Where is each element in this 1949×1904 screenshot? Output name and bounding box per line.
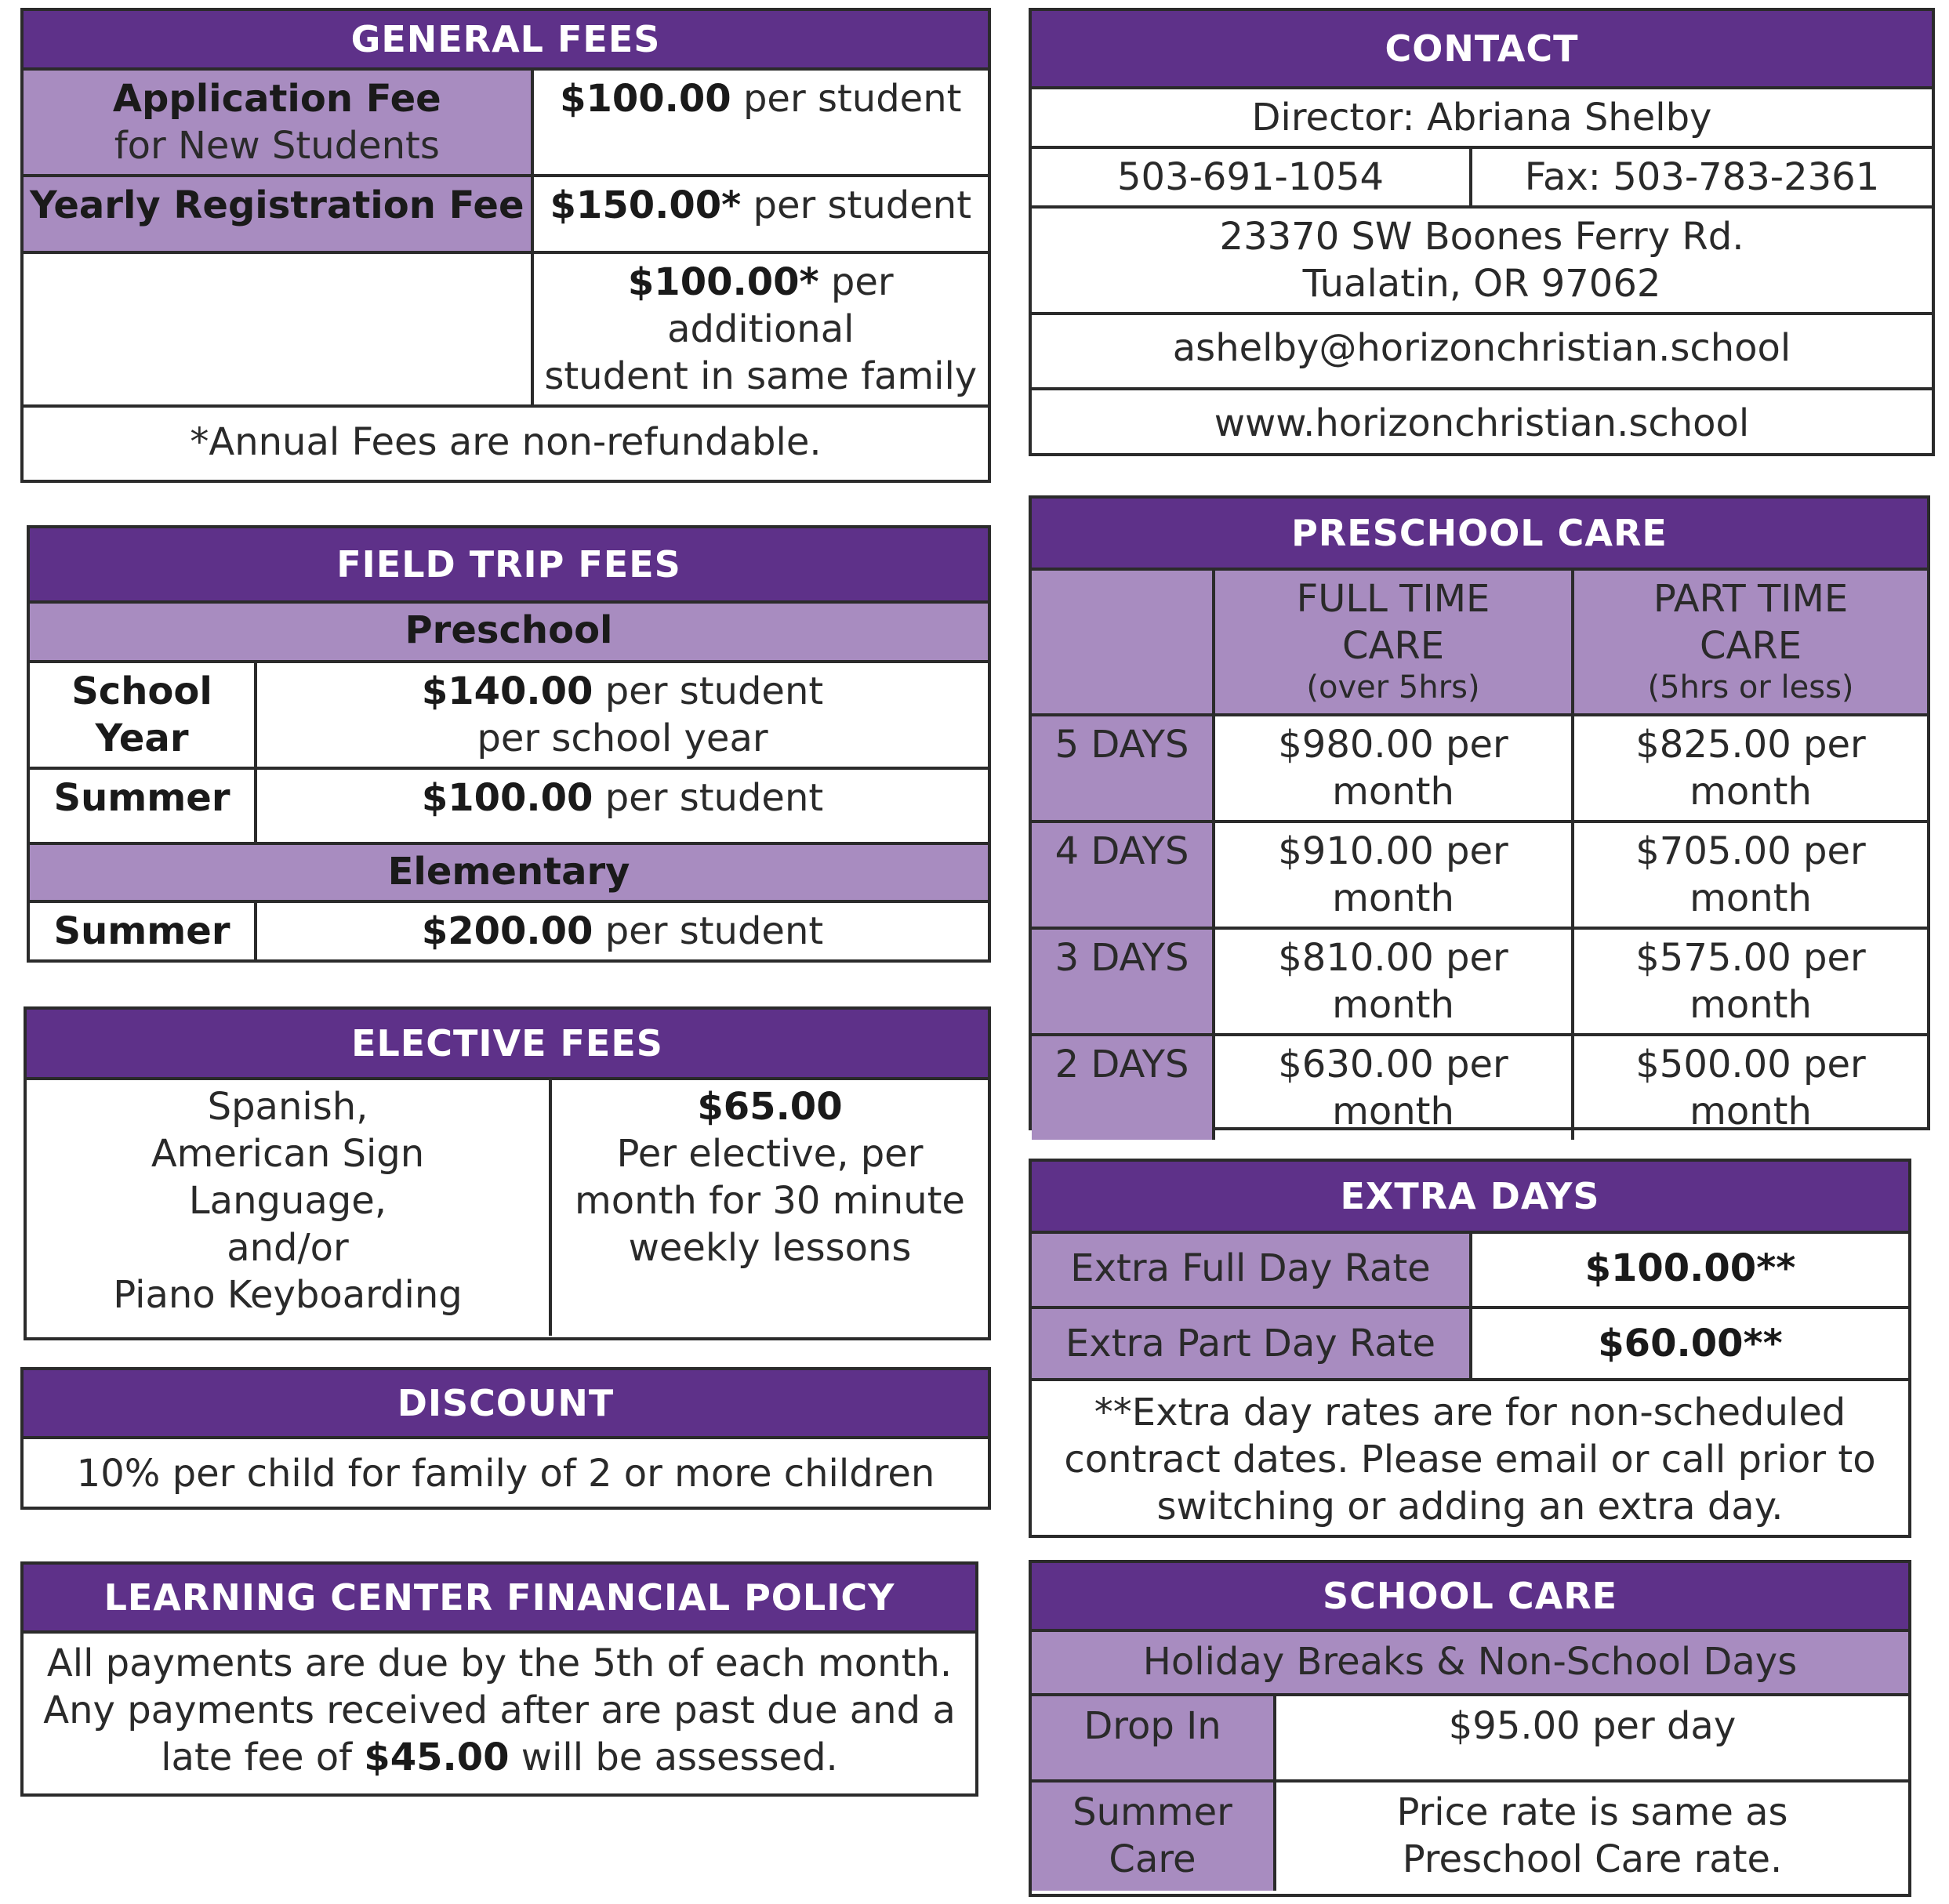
days-label: 3 DAYS — [1032, 928, 1214, 1035]
elementary-label: Elementary — [30, 843, 988, 901]
email-link[interactable]: ashelby@horizonchristian.school — [1032, 314, 1932, 389]
part-time-sub: (5hrs or less) — [1647, 669, 1854, 705]
summer-care-label-line1: Summer — [1072, 1790, 1232, 1834]
elective-amount: $65.00 — [697, 1085, 843, 1129]
empty-cell — [24, 252, 532, 406]
extra-full-day-label: Extra Full Day Rate — [1032, 1234, 1471, 1307]
elective-fees-box — [24, 1006, 991, 1340]
contact-title: CONTACT — [1032, 11, 1932, 89]
late-fee-amount: $45.00 — [364, 1735, 510, 1779]
preschool-summer-label: Summer — [30, 768, 256, 843]
school-year-amount: $140.00 — [421, 669, 593, 713]
preschool-summer-unit: per student — [593, 776, 824, 820]
rate-value: $630.00 per — [1278, 1043, 1508, 1086]
elective-subjects — [27, 1080, 550, 1336]
part-time-label2: CARE — [1699, 624, 1802, 668]
note-line: **Extra day rates are for non-scheduled — [1094, 1391, 1846, 1434]
additional-fee-amount: $100.00* — [627, 260, 819, 304]
financial-policy-box — [20, 1561, 978, 1797]
school-year-label — [30, 662, 256, 768]
summer-care-label-line2: Care — [1109, 1837, 1196, 1881]
elementary-summer-label: Summer — [30, 901, 256, 961]
general-fees-title: GENERAL FEES — [24, 11, 988, 71]
additional-fee-line2: additional — [667, 307, 855, 351]
contact-box — [1029, 8, 1935, 456]
subject-line: Piano Keyboarding — [113, 1273, 463, 1317]
rate-unit: month — [1332, 1090, 1454, 1133]
full-time-label2: CARE — [1341, 624, 1445, 668]
field-trip-box — [27, 525, 991, 963]
extra-part-day-label: Extra Part Day Rate — [1032, 1307, 1471, 1380]
part-time-rate — [1573, 821, 1927, 928]
subject-line: American Sign — [151, 1132, 425, 1176]
rate-value: $500.00 per — [1635, 1043, 1866, 1086]
rate-value: $705.00 per — [1635, 829, 1866, 873]
drop-in-label: Drop In — [1032, 1695, 1275, 1781]
policy-line3-pre: late fee of — [161, 1735, 365, 1779]
part-time-rate — [1573, 715, 1927, 821]
address — [1032, 207, 1932, 314]
registration-fee-label: Yearly Registration Fee — [24, 176, 532, 252]
rate-value: $910.00 per — [1278, 829, 1508, 873]
days-label: 2 DAYS — [1032, 1035, 1214, 1140]
summer-care-rate-line1: Price rate is same as — [1396, 1790, 1788, 1834]
elective-desc-line: month for 30 minute — [575, 1179, 965, 1223]
financial-policy-title: LEARNING CENTER FINANCIAL POLICY — [24, 1565, 975, 1634]
school-year-fee — [256, 662, 988, 768]
policy-line3 — [24, 1734, 975, 1781]
school-year-unit: per student — [593, 669, 824, 713]
extra-days-box — [1029, 1159, 1911, 1538]
part-time-header — [1573, 571, 1927, 715]
part-time-label1: PART TIME — [1653, 577, 1849, 621]
rate-unit: month — [1689, 770, 1812, 814]
note-line: switching or adding an extra day. — [1156, 1485, 1784, 1529]
full-time-rate — [1214, 928, 1573, 1035]
additional-fee-unit: per — [818, 260, 894, 304]
rate-unit: month — [1332, 983, 1454, 1027]
discount-box — [20, 1367, 991, 1510]
rate-value: $980.00 per — [1278, 723, 1508, 767]
summer-care-label — [1032, 1781, 1275, 1891]
preschool-label: Preschool — [30, 604, 988, 662]
website-link[interactable]: www.horizonchristian.school — [1032, 389, 1932, 459]
rate-unit: month — [1332, 770, 1454, 814]
rate-unit: month — [1689, 876, 1812, 920]
extra-days-note — [1032, 1380, 1908, 1535]
policy-line3-post: will be assessed. — [509, 1735, 838, 1779]
subject-line: Spanish, — [207, 1085, 368, 1129]
registration-fee-unit: per student — [741, 183, 972, 227]
elementary-summer-unit: per student — [593, 909, 824, 953]
elective-fees-title: ELECTIVE FEES — [27, 1010, 988, 1080]
full-time-rate — [1214, 715, 1573, 821]
part-time-rate — [1573, 928, 1927, 1035]
application-fee-amount: $100.00 — [560, 77, 731, 121]
annual-fees-note: *Annual Fees are non-refundable. — [24, 406, 988, 480]
rate-unit: month — [1689, 1090, 1812, 1133]
policy-text — [24, 1634, 975, 1781]
phone-number[interactable]: 503-691-1054 — [1032, 147, 1471, 207]
subject-line: Language, — [188, 1179, 387, 1223]
part-time-rate — [1573, 1035, 1927, 1140]
elementary-summer-fee — [256, 901, 988, 961]
registration-fee-value — [532, 176, 988, 252]
additional-fee-line3: student in same family — [544, 354, 978, 398]
rate-unit: month — [1689, 983, 1812, 1027]
note-line: contract dates. Please email or call prior to — [1064, 1438, 1876, 1481]
additional-student-fee — [532, 252, 988, 406]
school-care-subtitle: Holiday Breaks & Non-School Days — [1032, 1632, 1908, 1695]
elective-price — [550, 1080, 988, 1336]
school-care-box — [1029, 1560, 1911, 1897]
summer-care-rate — [1275, 1781, 1908, 1891]
rate-value: $575.00 per — [1635, 936, 1866, 980]
school-care-title: SCHOOL CARE — [1032, 1563, 1908, 1632]
rate-value: $810.00 per — [1278, 936, 1508, 980]
policy-line1: All payments are due by the 5th of each month. — [46, 1641, 953, 1685]
general-fees-box — [20, 8, 991, 483]
full-time-label1: FULL TIME — [1296, 577, 1490, 621]
elective-desc-line: weekly lessons — [628, 1226, 912, 1270]
preschool-summer-amount: $100.00 — [421, 776, 593, 820]
summer-care-rate-line2: Preschool Care rate. — [1402, 1837, 1783, 1881]
rate-unit: month — [1332, 876, 1454, 920]
school-year-line2: per school year — [477, 716, 768, 760]
application-fee-unit: per student — [731, 77, 962, 121]
preschool-care-box — [1029, 495, 1930, 1133]
discount-title: DISCOUNT — [24, 1370, 988, 1439]
days-label: 4 DAYS — [1032, 821, 1214, 928]
days-label: 5 DAYS — [1032, 715, 1214, 821]
registration-fee-amount: $150.00* — [550, 183, 742, 227]
application-fee-label-cell — [24, 71, 532, 176]
extra-full-day-amount: $100.00** — [1471, 1234, 1908, 1307]
extra-part-day-amount: $60.00** — [1471, 1307, 1908, 1380]
director: Director: Abriana Shelby — [1032, 89, 1932, 147]
preschool-summer-fee — [256, 768, 988, 843]
discount-text: 10% per child for family of 2 or more children — [76, 1452, 935, 1496]
address-line2: Tualatin, OR 97062 — [1302, 262, 1661, 306]
preschool-care-title: PRESCHOOL CARE — [1032, 499, 1927, 571]
application-fee-value — [532, 71, 988, 176]
fax-number: Fax: 503-783-2361 — [1471, 147, 1932, 207]
drop-in-rate: $95.00 per day — [1275, 1695, 1908, 1781]
full-time-header — [1214, 571, 1573, 715]
elementary-summer-amount: $200.00 — [421, 909, 593, 953]
full-time-sub: (over 5hrs) — [1306, 669, 1480, 705]
policy-line2: Any payments received after are past due and a — [43, 1688, 956, 1732]
school-year-label-line1: School — [71, 669, 212, 713]
extra-days-title: EXTRA DAYS — [1032, 1162, 1908, 1234]
rate-value: $825.00 per — [1635, 723, 1866, 767]
corner-cell — [1032, 571, 1214, 715]
field-trip-title: FIELD TRIP FEES — [30, 528, 988, 604]
full-time-rate — [1214, 1035, 1573, 1140]
application-fee-sub: for New Students — [114, 124, 440, 168]
elective-desc-line: Per elective, per — [616, 1132, 924, 1176]
full-time-rate — [1214, 821, 1573, 928]
subject-line: and/or — [227, 1226, 349, 1270]
address-line1: 23370 SW Boones Ferry Rd. — [1219, 215, 1744, 259]
application-fee-label: Application Fee — [112, 77, 441, 121]
school-year-label-line2: Year — [95, 716, 189, 760]
